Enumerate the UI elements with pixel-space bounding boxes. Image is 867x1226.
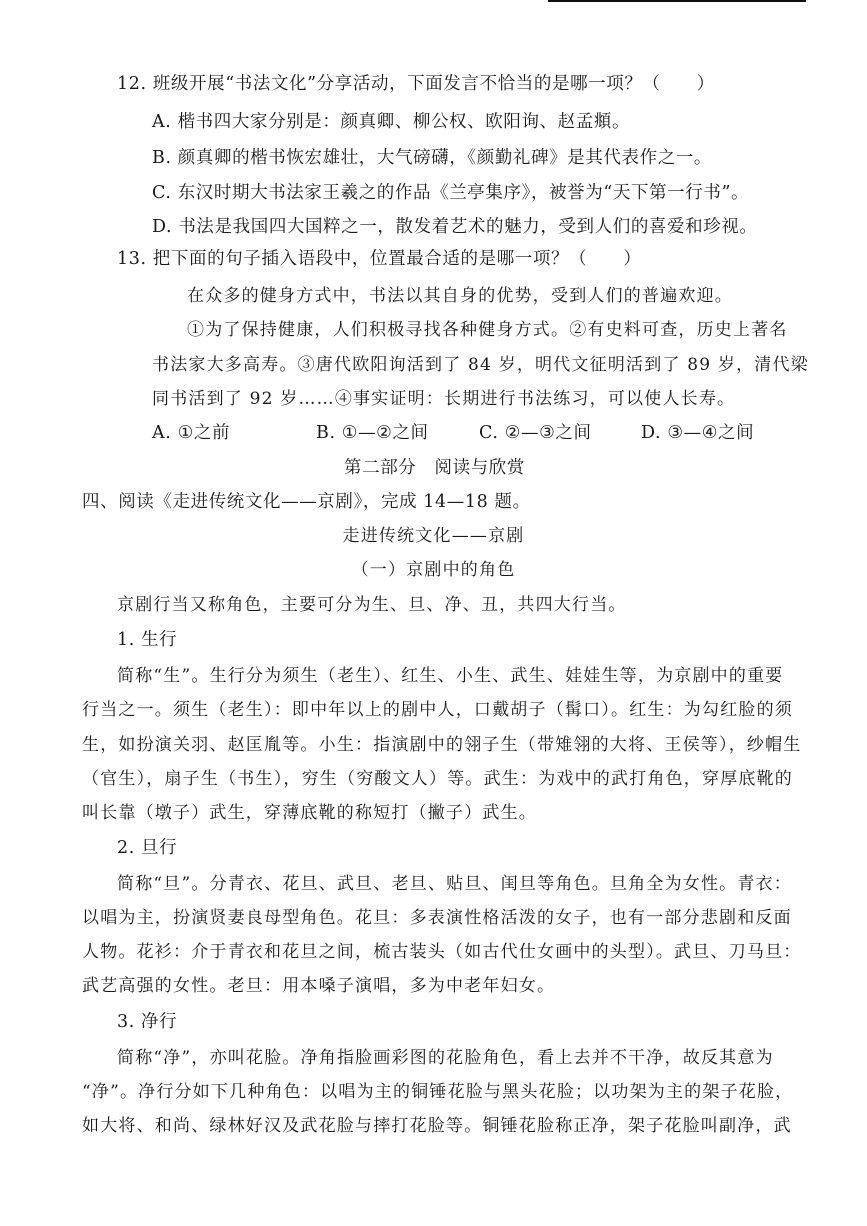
section-heading: 四、阅读《走进传统文化——京剧》，完成 14—18 题。: [82, 492, 531, 512]
paragraph-line: 如大将、和尚、绿林好汉及武花脸与摔打花脸等。铜锤花脸称正净，架子花脸叫副净，武: [82, 1116, 792, 1136]
paragraph-line: “净”。净行分如下几种角色：以唱为主的铜锤花脸与黑头花脸；以功架为主的架子花脸，: [82, 1082, 794, 1102]
article-intro: 京剧行当又称角色，主要可分为生、旦、净、丑，共四大行当。: [117, 595, 627, 615]
q13-paragraph-line: 同书活到了 92 岁……④事实证明：长期进行书法练习，可以使人长寿。: [152, 389, 736, 409]
q12-option-d: D. 书法是我国四大国粹之一，散发着艺术的魅力，受到人们的喜爱和珍视。: [152, 217, 758, 237]
paragraph-line: 简称“净”，亦叫花脸。净角指脸画彩图的花脸角色，看上去并不干净，故反其意为: [117, 1048, 774, 1068]
q13-option-b: B. ①—②之间: [316, 423, 429, 443]
role-heading-sheng: 1. 生行: [117, 630, 178, 650]
q13-insert-sentence: 在众多的健身方式中，书法以其自身的优势，受到人们的普遍欢迎。: [187, 286, 733, 306]
q12-option-b: B. 颜真卿的楷书恢宏雄壮，大气磅礴，《颜勤礼碑》是其代表作之一。: [152, 148, 713, 168]
role-heading-jing: 3. 净行: [117, 1012, 178, 1032]
header-rule: [548, 0, 806, 2]
q13-option-a: A. ①之前: [152, 423, 231, 443]
q13-stem: 13. 把下面的句子插入语段中，位置最合适的是哪一项？（ ）: [117, 249, 642, 269]
role-heading-dan: 2. 旦行: [117, 838, 178, 858]
part-heading: 第二部分 阅读与欣赏: [344, 458, 525, 478]
q12-stem: 12. 班级开展“书法文化”分享活动，下面发言不恰当的是哪一项？（ ）: [117, 74, 715, 94]
q12-option-a: A. 楷书四大家分别是：颜真卿、柳公权、欧阳询、赵孟頫。: [152, 112, 631, 132]
q13-option-c: C. ②—③之间: [479, 423, 592, 443]
q13-paragraph-line: 书法家大多高寿。③唐代欧阳询活到了 84 岁，明代文征明活到了 89 岁，清代梁: [152, 355, 809, 375]
q12-option-c: C. 东汉时期大书法家王羲之的作品《兰亭集序》，被誉为“天下第一行书”。: [152, 183, 750, 203]
paragraph-line: 简称“生”。生行分为须生（老生）、红生、小生、武生、娃娃生等，为京剧中的重要: [117, 666, 784, 686]
q13-paragraph-line: ①为了保持健康，人们积极寻找各种健身方式。②有史料可查，历史上著名: [187, 320, 788, 340]
paragraph-line: 生，如扮演关羽、赵匡胤等。小生：指演剧中的翎子生（带雉翎的大将、王侯等），纱帽生: [82, 735, 802, 755]
paragraph-line: 武艺高强的女性。老旦：用本嗓子演唱，多为中老年妇女。: [82, 976, 556, 996]
article-title: 走进传统文化——京剧: [342, 526, 525, 546]
q13-option-d: D. ③—④之间: [641, 423, 755, 443]
paragraph-line: （官生），扇子生（书生），穷生（穷酸文人）等。武生：为戏中的武打角色，穿厚底靴的: [82, 769, 793, 789]
paragraph-line: 以唱为主，扮演贤妻良母型角色。花旦：多表演性格活泼的女子，也有一部分悲剧和反面: [82, 908, 792, 928]
paragraph-line: 叫长靠（墩子）武生，穿薄底靴的称短打（撇子）武生。: [82, 803, 537, 823]
paragraph-line: 行当之一。须生（老生）：即中年以上的剧中人，口戴胡子（髯口）。红生：为勾红脸的须: [82, 700, 793, 720]
article-subtitle: （一）京剧中的角色: [351, 560, 516, 580]
paragraph-line: 人物。花衫：介于青衣和花旦之间，梳古装头（如古代仕女画中的头型）。武旦、刀马旦：: [82, 942, 802, 962]
paragraph-line: 简称“旦”。分青衣、花旦、武旦、老旦、贴旦、闺旦等角色。旦角全为女性。青衣：: [117, 874, 792, 894]
